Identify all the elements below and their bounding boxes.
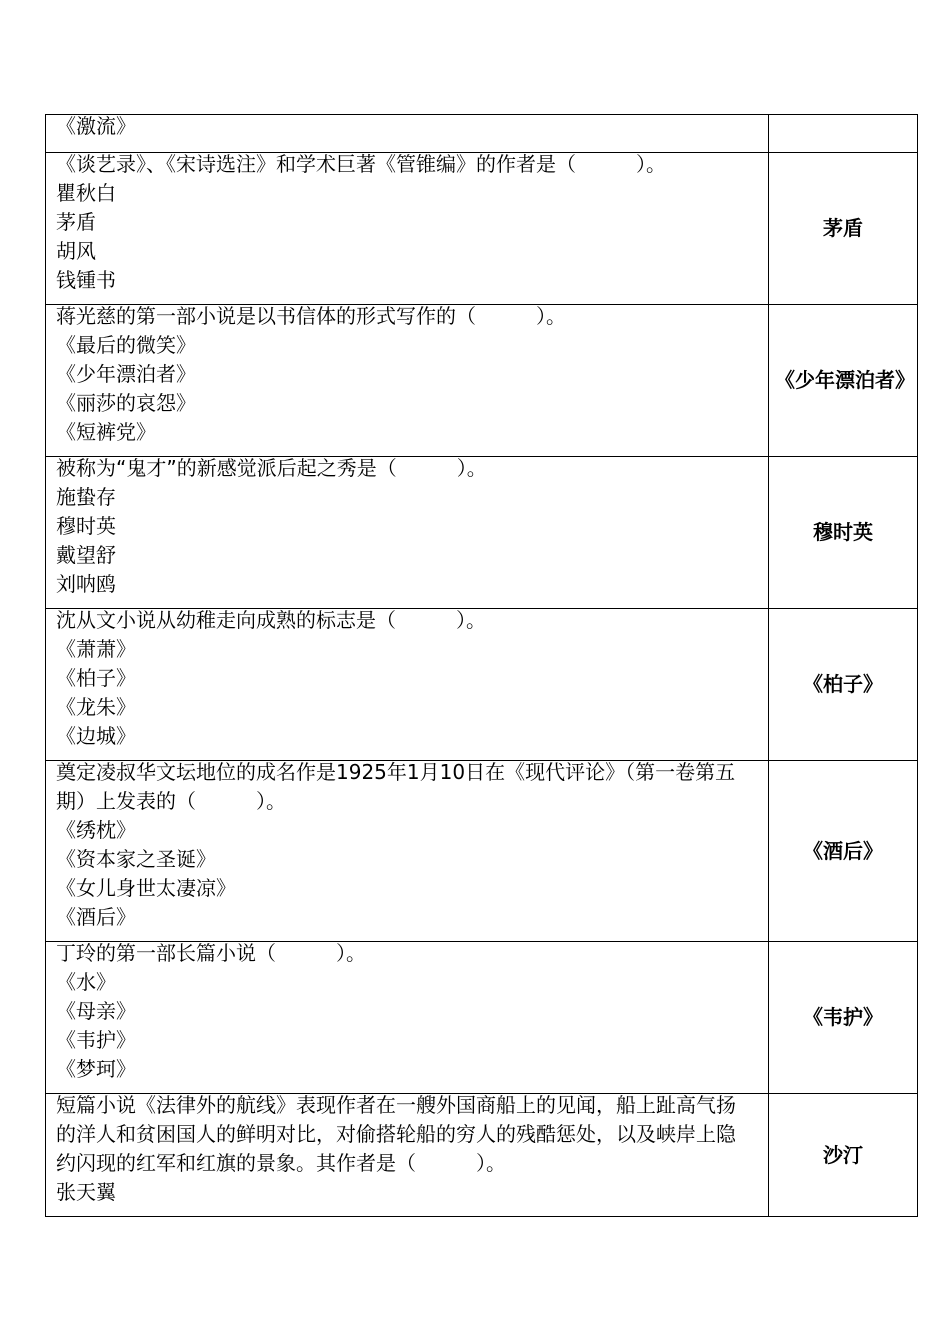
option-text: 茅盾 — [56, 210, 96, 234]
option-text: 《最后的微笑》 — [56, 333, 196, 357]
table-row — [46, 457, 918, 609]
table-row — [46, 305, 918, 457]
answer-cell: 《柏子》 — [769, 609, 918, 761]
question-cell — [46, 609, 769, 761]
option-text: 刘呐鸥 — [56, 572, 116, 596]
option-text: 《丽莎的哀怨》 — [56, 391, 196, 415]
table-row — [46, 115, 918, 153]
answer-cell: 《韦护》 — [769, 942, 918, 1094]
question-cell — [46, 942, 769, 1094]
question-text: 奠定凌叔华文坛地位的成名作是1925年1月10日在《现代评论》（第一卷第五期）上发表的（ ）。 — [56, 760, 736, 813]
option-text: 《绣枕》 — [56, 818, 136, 842]
question-cell — [46, 457, 769, 609]
option-text: 施蛰存 — [56, 485, 116, 509]
answer-cell: 穆时英 — [769, 457, 918, 609]
option-text: 钱锺书 — [56, 268, 116, 292]
table-row — [46, 942, 918, 1094]
question-text: 《谈艺录》、《宋诗选注》和学术巨著《管锥编》的作者是（ ）。 — [56, 152, 666, 176]
option-text: 《边城》 — [56, 724, 136, 748]
table-row — [46, 609, 918, 761]
option-text: 《激流》 — [56, 114, 136, 138]
question-cell — [46, 761, 769, 942]
question-text: 短篇小说《法律外的航线》表现作者在一艘外国商船上的见闻，船上趾高气扬的洋人和贫困国人的鲜明对比，对偷搭轮船的穷人的残酷惩处，以及峡岸上隐约闪现的红军和红旗的景象。其作者是（ ）。 — [56, 1093, 736, 1175]
option-text: 《资本家之圣诞》 — [56, 847, 216, 871]
question-text: 被称为“鬼才”的新感觉派后起之秀是（ ）。 — [56, 456, 487, 480]
option-text: 《柏子》 — [56, 666, 136, 690]
option-text: 《短裤党》 — [56, 420, 156, 444]
option-text: 《韦护》 — [56, 1028, 136, 1052]
option-text: 《母亲》 — [56, 999, 136, 1023]
option-text: 《水》 — [56, 970, 116, 994]
option-text: 《梦珂》 — [56, 1057, 136, 1081]
question-cell — [46, 1094, 769, 1217]
answer-cell: 茅盾 — [769, 153, 918, 305]
option-text: 瞿秋白 — [56, 181, 116, 205]
option-text: 胡风 — [56, 239, 96, 263]
question-text: 丁玲的第一部长篇小说（ ）。 — [56, 941, 366, 965]
answer-cell: 《少年漂泊者》 — [769, 305, 918, 457]
question-text: 沈从文小说从幼稚走向成熟的标志是（ ）。 — [56, 608, 486, 632]
option-text: 穆时英 — [56, 514, 116, 538]
answer-cell: 《酒后》 — [769, 761, 918, 942]
answer-cell — [769, 115, 918, 153]
table-row — [46, 761, 918, 942]
question-table — [45, 114, 918, 1217]
option-text: 《少年漂泊者》 — [56, 362, 196, 386]
option-text: 戴望舒 — [56, 543, 116, 567]
answer-cell: 沙汀 — [769, 1094, 918, 1217]
option-text: 《酒后》 — [56, 905, 136, 929]
option-text: 张天翼 — [56, 1180, 116, 1204]
option-text: 《龙朱》 — [56, 695, 136, 719]
question-cell — [46, 115, 769, 153]
question-cell — [46, 153, 769, 305]
question-text: 蒋光慈的第一部小说是以书信体的形式写作的（ ）。 — [56, 304, 566, 328]
option-text: 《女儿身世太凄凉》 — [56, 876, 236, 900]
table-row — [46, 1094, 918, 1217]
option-text: 《萧萧》 — [56, 637, 136, 661]
table-row — [46, 153, 918, 305]
question-cell — [46, 305, 769, 457]
